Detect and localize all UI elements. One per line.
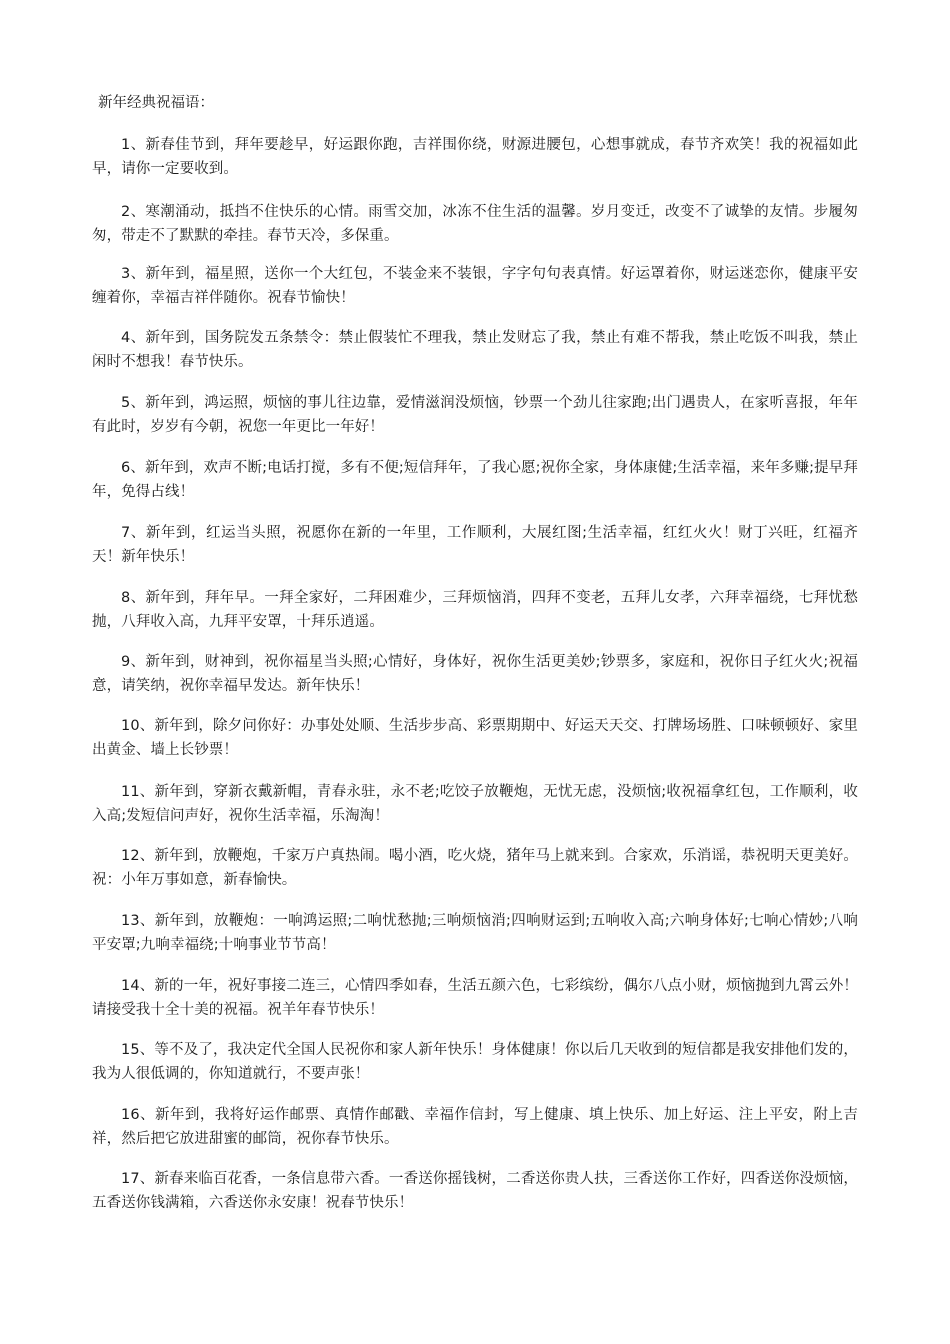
paragraph-1: 1、新春佳节到，拜年要趁早，好运跟你跑，吉祥围你绕，财源进腰包，心想事就成，春节齐欢笑！我的祝福如此早，请你一定要收到。 <box>92 137 858 177</box>
paragraph-10: 10、新年到，除夕问你好：办事处处顺、生活步步高、彩票期期中、好运天天交、打牌场场胜、口味顿顿好、家里出黄金、墙上长钞票！ <box>92 718 858 758</box>
paragraph-4: 4、新年到，国务院发五条禁令：禁止假装忙不理我，禁止发财忘了我，禁止有难不帮我，禁止吃饭不叫我，禁止闲时不想我！春节快乐。 <box>92 330 858 370</box>
paragraph-9: 9、新年到，财神到，祝你福星当头照;心情好，身体好，祝你生活更美妙;钞票多，家庭和，祝你日子红火火;祝福意，请笑纳，祝你幸福早发达。新年快乐！ <box>92 654 858 694</box>
document-title: 新年经典祝福语： <box>98 95 214 111</box>
paragraph-11: 11、新年到，穿新衣戴新帽，青春永驻，永不老;吃饺子放鞭炮，无忧无虑，没烦恼;收祝福拿红包，工作顺利，收入高;发短信问声好，祝你生活幸福，乐淘淘！ <box>92 784 858 824</box>
paragraph-16: 16、新年到，我将好运作邮票、真情作邮戳、幸福作信封，写上健康、填上快乐、加上好运、注上平安，附上吉祥，然后把它放进甜蜜的邮筒，祝你春节快乐。 <box>92 1107 858 1147</box>
paragraph-14: 14、新的一年，祝好事接二连三，心情四季如春，生活五颜六色，七彩缤纷，偶尔八点小财，烦恼抛到九霄云外！请接受我十全十美的祝福。祝羊年春节快乐！ <box>92 978 858 1018</box>
paragraph-5: 5、新年到，鸿运照，烦恼的事儿往边靠，爱情滋润没烦恼，钞票一个劲儿往家跑;出门遇贵人，在家听喜报，年年有此时，岁岁有今朝，祝您一年更比一年好！ <box>92 395 858 435</box>
paragraph-17: 17、新春来临百花香，一条信息带六香。一香送你摇钱树，二香送你贵人扶，三香送你工作好，四香送你没烦恼，五香送你钱满箱，六香送你永安康！祝春节快乐！ <box>92 1171 858 1211</box>
paragraph-2: 2、寒潮涌动，抵挡不住快乐的心情。雨雪交加，冰冻不住生活的温馨。岁月变迁，改变不了诚挚的友情。步履匆匆，带走不了默默的牵挂。春节天冷，多保重。 <box>92 204 858 244</box>
paragraph-3: 3、新年到，福星照，送你一个大红包，不装金来不装银，字字句句表真情。好运罩着你，财运迷恋你，健康平安缠着你，幸福吉祥伴随你。祝春节愉快！ <box>92 266 858 306</box>
paragraph-12: 12、新年到，放鞭炮，千家万户真热闹。喝小酒，吃火烧，猪年马上就来到。合家欢，乐消谣，恭祝明天更美好。祝：小年万事如意，新春愉快。 <box>92 848 858 888</box>
paragraph-7: 7、新年到，红运当头照，祝愿你在新的一年里，工作顺利，大展红图;生活幸福，红红火火！财丁兴旺，红福齐天！新年快乐！ <box>92 525 858 565</box>
paragraph-8: 8、新年到，拜年早。一拜全家好，二拜困难少，三拜烦恼消，四拜不变老，五拜儿女孝，六拜幸福绕，七拜忧愁抛，八拜收入高，九拜平安罩，十拜乐逍遥。 <box>92 590 858 630</box>
paragraph-13: 13、新年到，放鞭炮：一响鸿运照;二响忧愁抛;三响烦恼消;四响财运到;五响收入高;六响身体好;七响心情妙;八响平安罩;九响幸福绕;十响事业节节高！ <box>92 913 858 953</box>
paragraph-6: 6、新年到，欢声不断;电话打搅，多有不便;短信拜年，了我心愿;祝你全家，身体康健;生活幸福，来年多赚;提早拜年，免得占线！ <box>92 460 858 500</box>
paragraph-15: 15、等不及了，我决定代全国人民祝你和家人新年快乐！身体健康！你以后几天收到的短信都是我安排他们发的，我为人很低调的，你知道就行，不要声张！ <box>92 1042 858 1082</box>
